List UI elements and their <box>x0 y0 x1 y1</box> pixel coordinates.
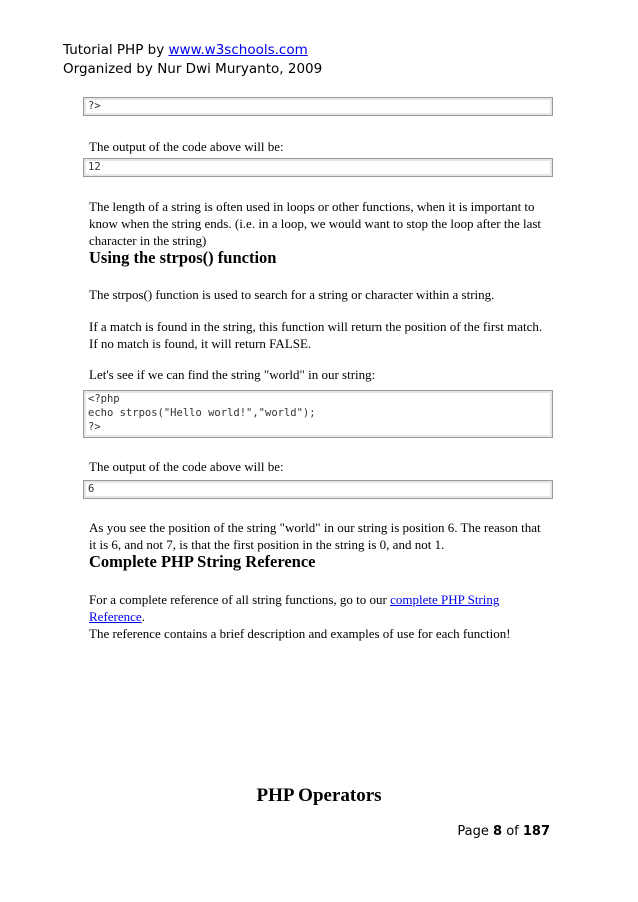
heading-strpos: Using the strpos() function <box>89 248 277 267</box>
paragraph-strpos-intro: The strpos() function is used to search for a string or character within a string. <box>89 287 495 302</box>
document-header <box>63 41 322 79</box>
header-line-1 <box>63 41 322 60</box>
next-section-title: PHP Operators <box>256 785 382 806</box>
heading-string-reference: Complete PHP String Reference <box>89 552 316 571</box>
paragraph-strpos-match: If a match is found in the string, this function will return the position of the first match. If no match is found, it will return FALSE. <box>89 319 543 351</box>
complete-php-string-reference-link[interactable]: complete PHP String Reference <box>89 592 500 624</box>
header-line-2: Organized by Nur Dwi Muryanto, 2009 <box>63 61 323 77</box>
page-word: Page <box>457 824 494 839</box>
page-number: 8 <box>493 824 503 839</box>
reference-prefix: For a complete reference of all string functions, go to our <box>89 592 391 607</box>
code-block-strpos: <?php echo strpos("Hello world!","world"); ?> <box>83 390 553 438</box>
output-label-1: The output of the code above will be: <box>89 139 284 154</box>
output-block-2: 6 <box>83 480 553 499</box>
paragraph-strpos-example: Let's see if we can find the string "world" in our string: <box>89 367 376 382</box>
paragraph-position-explanation: As you see the position of the string "world" in our string is position 6. The reason that it is 6, and not 7, is that the first position in the string is 0, and not 1. <box>89 520 541 552</box>
w3schools-link[interactable]: www.w3schools.com <box>168 42 308 58</box>
paragraph-reference <box>89 591 549 642</box>
paragraph-string-length: The length of a string is often used in loops or other functions, when it is important to know when the string ends. (i.e. in a loop, we would want to stop the loop after the last character in the string) <box>89 199 542 248</box>
output-label-2: The output of the code above will be: <box>89 459 284 474</box>
page-footer <box>457 824 550 839</box>
page-total: 187 <box>522 824 550 839</box>
code-block-closing-tag: ?> <box>83 97 553 116</box>
header-tutorial-text: Tutorial PHP by <box>63 42 169 58</box>
output-block-1: 12 <box>83 158 553 177</box>
reference-description: The reference contains a brief description and examples of use for each function! <box>89 626 511 641</box>
reference-suffix: . <box>141 609 145 624</box>
of-word: of <box>502 824 523 839</box>
